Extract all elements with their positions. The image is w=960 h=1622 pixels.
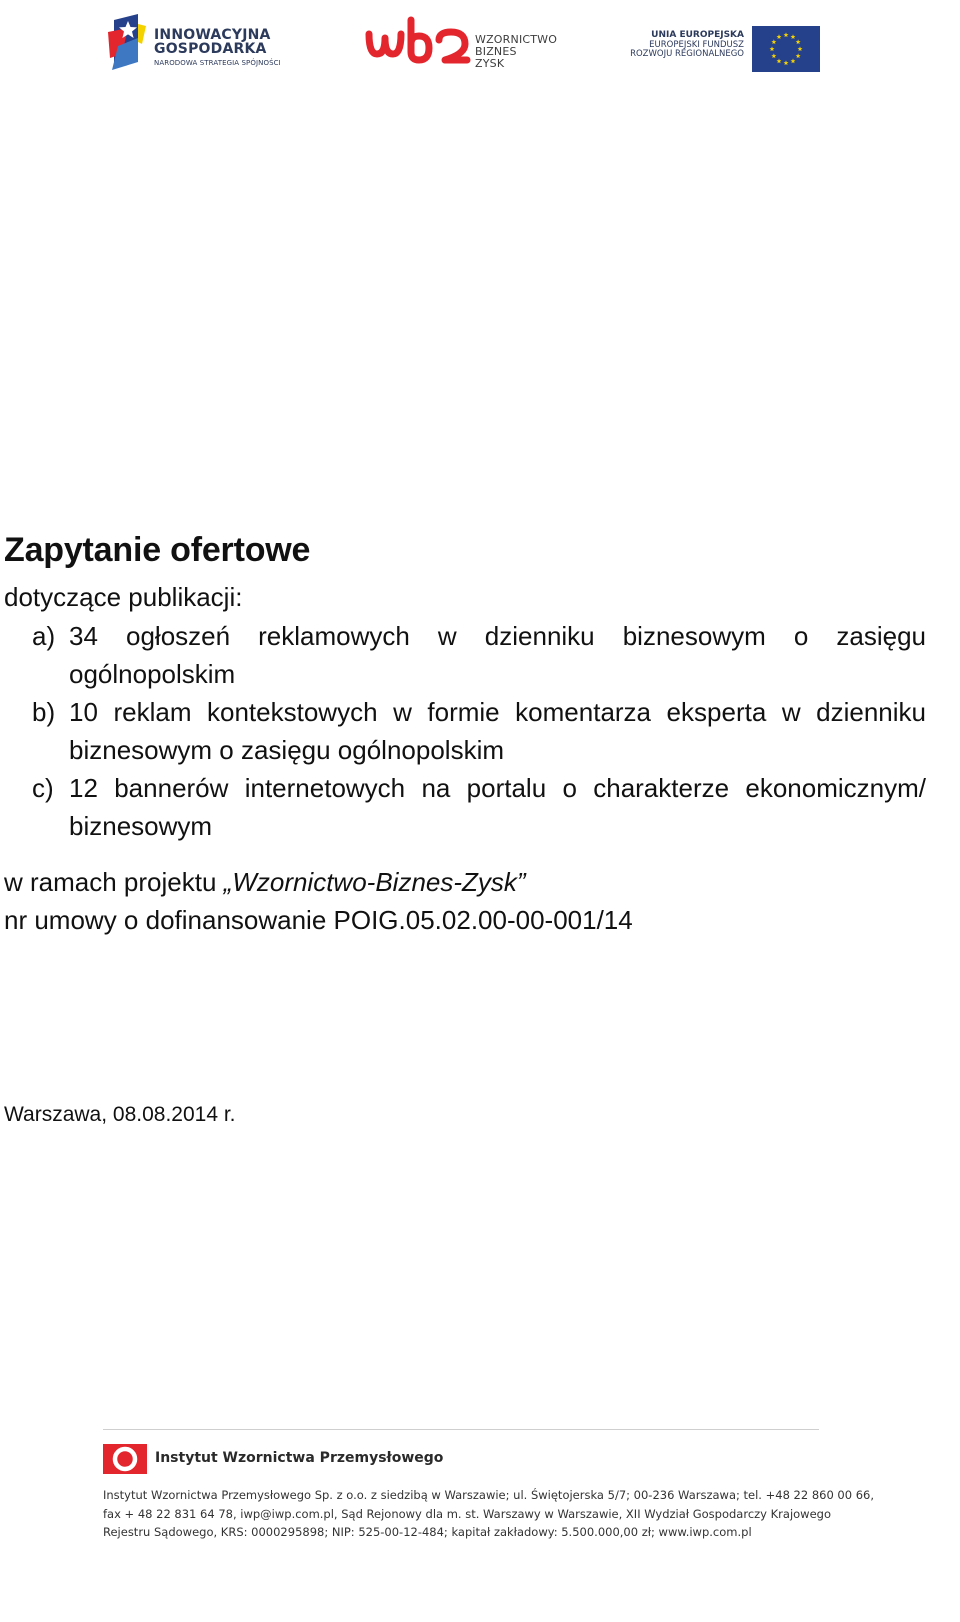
- innowacyjna-gospodarka-logo: [108, 14, 288, 74]
- logo-text-biznes: BIZNES: [475, 45, 517, 59]
- logo-text-zysk: ZYSK: [475, 57, 505, 71]
- footer-company-info: [103, 1486, 875, 1542]
- logo-text-innowacyjna: INNOWACYJNA: [154, 27, 271, 43]
- project-prefix: w ramach projektu: [4, 867, 224, 897]
- document-subtitle: dotyczące publikacji:: [4, 582, 243, 612]
- list-item: [32, 693, 926, 769]
- project-name: „Wzornictwo-Biznes-Zysk”: [223, 867, 526, 897]
- contract-number: nr umowy o dofinansowanie POIG.05.02.00-00-001/14: [4, 905, 633, 935]
- list-item-text: 10 reklam kontekstowych w formie komentarza eksperta w dzienniku biznesowym o zasięgu ogólnopolskim: [69, 697, 926, 765]
- logo-text-fundusz: EUROPEJSKI FUNDUSZ: [649, 39, 744, 50]
- logo-text-gospodarka: GOSPODARKA: [154, 41, 267, 57]
- document-title: Zapytanie ofertowe: [4, 531, 311, 569]
- unia-europejska-logo: [630, 26, 820, 74]
- eu-flag-icon: [752, 26, 820, 72]
- list-marker: a): [32, 621, 56, 651]
- footer-line: fax + 48 22 831 64 78, iwp@iwp.com.pl, Sąd Rejonowy dla m. st. Warszawy w Warszawie, XII Wydział Gospodarczy Krajowego: [103, 1506, 831, 1521]
- footer-line: Rejestru Sądowego, KRS: 0000295898; NIP: 525-00-12-484; kapitał zakładowy: 5.500.000,00 zł; www.iwp.com.pl: [103, 1525, 752, 1539]
- logo-text-rozwoju: ROZWOJU REGIONALNEGO: [630, 49, 744, 60]
- list-item-text: 34 ogłoszeń reklamowych w dzienniku biznesowym o zasięgu ogólnopolskim: [69, 621, 926, 689]
- logo-text-unia-europejska: UNIA EUROPEJSKA: [651, 30, 744, 40]
- wbz-logo-icon: [365, 12, 471, 70]
- footer-line: Instytut Wzornictwa Przemysłowego Sp. z o.o. z siedzibą w Warszawie; ul. Świętojerska 5/7; 00-236 Warszawa; tel. +48 22 860 00 66,: [103, 1488, 875, 1502]
- iwp-logo-icon: [103, 1444, 147, 1474]
- place-and-date: Warszawa, 08.08.2014 r.: [4, 1103, 236, 1126]
- list-marker: c): [32, 773, 54, 803]
- publication-list: [32, 617, 926, 845]
- footer-institution-name: Instytut Wzornictwa Przemysłowego: [155, 1450, 444, 1466]
- list-item: [32, 769, 926, 845]
- wzornictwo-biznes-zysk-logo: [365, 12, 565, 72]
- logo-text-wzornictwo: WZORNICTWO: [475, 33, 558, 46]
- innowacyjna-gospodarka-logo-icon: [108, 14, 148, 72]
- project-line: [4, 863, 526, 901]
- list-item-text: 12 bannerów internetowych na portalu o charakterze ekonomicznym/ biznesowym: [69, 773, 926, 841]
- list-marker: b): [32, 697, 56, 727]
- list-item: [32, 617, 926, 693]
- footer-divider: [103, 1429, 819, 1430]
- logo-text-strategia: NARODOWA STRATEGIA SPÓJNOŚCI: [154, 59, 281, 67]
